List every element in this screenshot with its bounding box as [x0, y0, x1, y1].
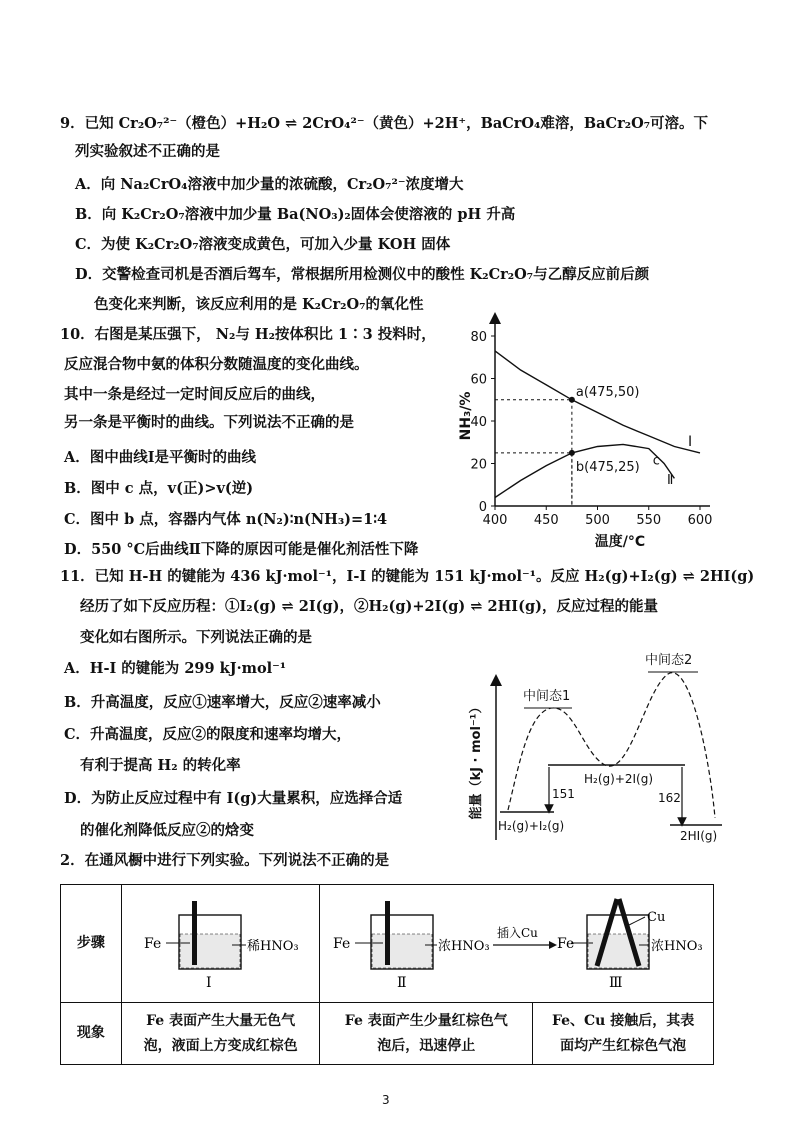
y-tick-label: 0	[478, 500, 487, 515]
transition-state-2-label: 中间态2	[645, 653, 693, 668]
energy-profile-diagram	[460, 640, 750, 850]
energy-axis-label: 能量（kJ · mol⁻¹）	[469, 700, 484, 820]
obs3-cell	[533, 1003, 714, 1065]
acid-label-2: 浓HNO₃	[437, 939, 490, 955]
y-tick-label: 60	[470, 372, 487, 388]
beaker-setup-2-3	[325, 887, 709, 995]
end-level-label: 2HI(g)	[680, 829, 718, 843]
q9-option-c: C．为使 K₂Cr₂O₇溶液变成黄色，可加入少量 KOH 固体	[75, 236, 451, 253]
fe-rod-1	[192, 901, 197, 965]
insert-cu-label: 插入Cu	[496, 926, 538, 941]
y-tick-label: 40	[470, 415, 487, 430]
numeral-1: Ⅰ	[205, 975, 212, 992]
steps-row-header: 步骤	[61, 885, 122, 1003]
q11-option-b: B．升高温度，反应①速率增大，反应②速率减小	[64, 694, 381, 711]
beaker-setup-1	[126, 887, 316, 995]
cu-label-3: Cu	[646, 910, 666, 926]
q12-stem: 2．在通风橱中进行下列实验。下列说法不正确的是	[60, 852, 390, 869]
liquid-1	[180, 934, 240, 968]
exp1-cell	[121, 885, 320, 1003]
fe-label-1: Fe	[143, 936, 161, 953]
start-level-label: H₂(g)+I₂(g)	[498, 819, 565, 833]
q10-stem-line1: 10．右图是某压强下， N₂与 H₂按体积比 1∶3 投料时，	[60, 326, 436, 343]
q11-option-a: A．H-I 的键能为 299 kJ·mol⁻¹	[64, 660, 287, 677]
q11-stem-line1: 11．已知 H-H 的键能为 436 kJ·mol⁻¹，I-I 的键能为 151 kJ·mol⁻¹。反应 H₂(g)+I₂(g) ⇌ 2HI(g)	[60, 568, 755, 585]
q9-option-a: A．向 Na₂CrO₄溶液中加少量的浓硫酸，Cr₂O₇²⁻浓度增大	[75, 176, 464, 193]
q10-stem-line3: 其中一条是经过一定时间反应后的曲线，	[64, 386, 325, 403]
point-marker	[569, 450, 575, 456]
q10-option-a: A．图中曲线Ⅰ是平衡时的曲线	[64, 449, 257, 466]
q11-option-d-line1: D．为防止反应过程中有 I(g)大量累积，应选择合适	[64, 790, 403, 807]
acid-label-1: 稀HNO₃	[246, 939, 299, 955]
gap-151-label: 151	[552, 787, 575, 801]
q11-stem-line2: 经历了如下反应历程：①I₂(g) ⇌ 2I(g)，②H₂(g)+2I(g) ⇌ 2HI(g)，反应过程的能量	[80, 598, 658, 615]
steps-row	[61, 885, 714, 1003]
q10-option-c: C．图中 b 点，容器内气体 n(N₂)∶n(NH₃)=1∶4	[64, 511, 388, 528]
observations-row	[61, 1003, 714, 1065]
x-tick-label: 500	[585, 513, 610, 528]
point-label: a(475,50)	[575, 384, 640, 400]
fe-label-2: Fe	[332, 936, 350, 953]
obs2-cell	[320, 1003, 533, 1065]
point-label: b(475,25)	[575, 459, 640, 475]
series-label-2: Ⅱ	[667, 473, 674, 488]
series-label-1: Ⅰ	[688, 434, 693, 450]
x-tick-label: 600	[687, 513, 713, 528]
liquid-2	[372, 934, 432, 968]
q9-option-b: B．向 K₂Cr₂O₇溶液中加少量 Ba(NO₃)₂固体会使溶液的 pH 升高	[75, 206, 516, 223]
q11-option-c-line2: 有利于提高 H₂ 的转化率	[80, 757, 241, 774]
q9-option-d-line1: D．交警检查司机是否酒后驾车，常根据所用检测仪中的酸性 K₂Cr₂O₇与乙醇反应前后颜	[75, 266, 650, 283]
q10-stem-line4: 另一条是平衡时的曲线。下列说法不正确的是	[64, 414, 354, 431]
x-tick-label: 400	[482, 513, 508, 528]
observations-row-header: 现象	[61, 1003, 122, 1065]
q11-option-d-line2: 的催化剂降低反应②的焓变	[80, 822, 254, 839]
x-tick-label: 450	[533, 513, 559, 528]
x-tick-label: 550	[636, 513, 662, 528]
obs3-text: Fe、Cu 接触后，其表 面均产生红棕色气泡	[551, 1013, 695, 1054]
acid-label-3: 浓HNO₃	[650, 939, 703, 955]
exp2-3-cell	[320, 885, 714, 1003]
q11-stem-line3: 变化如右图所示。下列说法正确的是	[80, 629, 312, 646]
page-number: 3	[382, 1093, 390, 1107]
numeral-3: Ⅲ	[608, 975, 623, 992]
q9-stem-line1: 9．已知 Cr₂O₇²⁻（橙色）+H₂O ⇌ 2CrO₄²⁻（黄色）+2H⁺，BaCrO₄难溶，BaCr₂O₇可溶。下	[60, 115, 709, 132]
mid-level-label: H₂(g)+2I(g)	[584, 772, 654, 786]
x-axis-label: 温度/°C	[594, 534, 646, 550]
q10-stem-line2: 反应混合物中氨的体积分数随温度的变化曲线。	[64, 356, 369, 373]
y-tick-label: 20	[470, 457, 487, 473]
y-axis-label: NH₃/%	[458, 391, 474, 441]
experiment-table	[60, 884, 714, 1065]
q9-stem-line2: 列实验叙述不正确的是	[75, 143, 220, 160]
q11-option-c-line1: C．升高温度，反应②的限度和速率均增大，	[64, 726, 352, 743]
q10-option-d: D．550 °C后曲线Ⅱ下降的原因可能是催化剂活性下降	[64, 541, 419, 558]
nh3-temperature-chart	[440, 306, 740, 556]
point-marker	[569, 397, 575, 403]
fe-label-3: Fe	[556, 936, 574, 953]
fe-rod-2	[385, 901, 390, 965]
point-label: c	[652, 453, 660, 469]
obs1-text: Fe 表面产生大量无色气 泡，液面上方变成红棕色	[143, 1013, 298, 1054]
y-tick-label: 80	[470, 330, 487, 345]
transition-state-1-label: 中间态1	[523, 689, 571, 704]
obs1-cell	[121, 1003, 320, 1065]
q9-option-d-line2: 色变化来判断，该反应利用的是 K₂Cr₂O₇的氧化性	[94, 296, 424, 313]
q10-option-b: B．图中 c 点，v(正)>v(逆)	[64, 480, 254, 497]
gap-162-label: 162	[658, 791, 681, 805]
series-line-1	[495, 351, 700, 453]
obs2-text: Fe 表面产生少量红棕色气 泡后，迅速停止	[344, 1013, 508, 1054]
numeral-2: Ⅱ	[396, 975, 407, 992]
